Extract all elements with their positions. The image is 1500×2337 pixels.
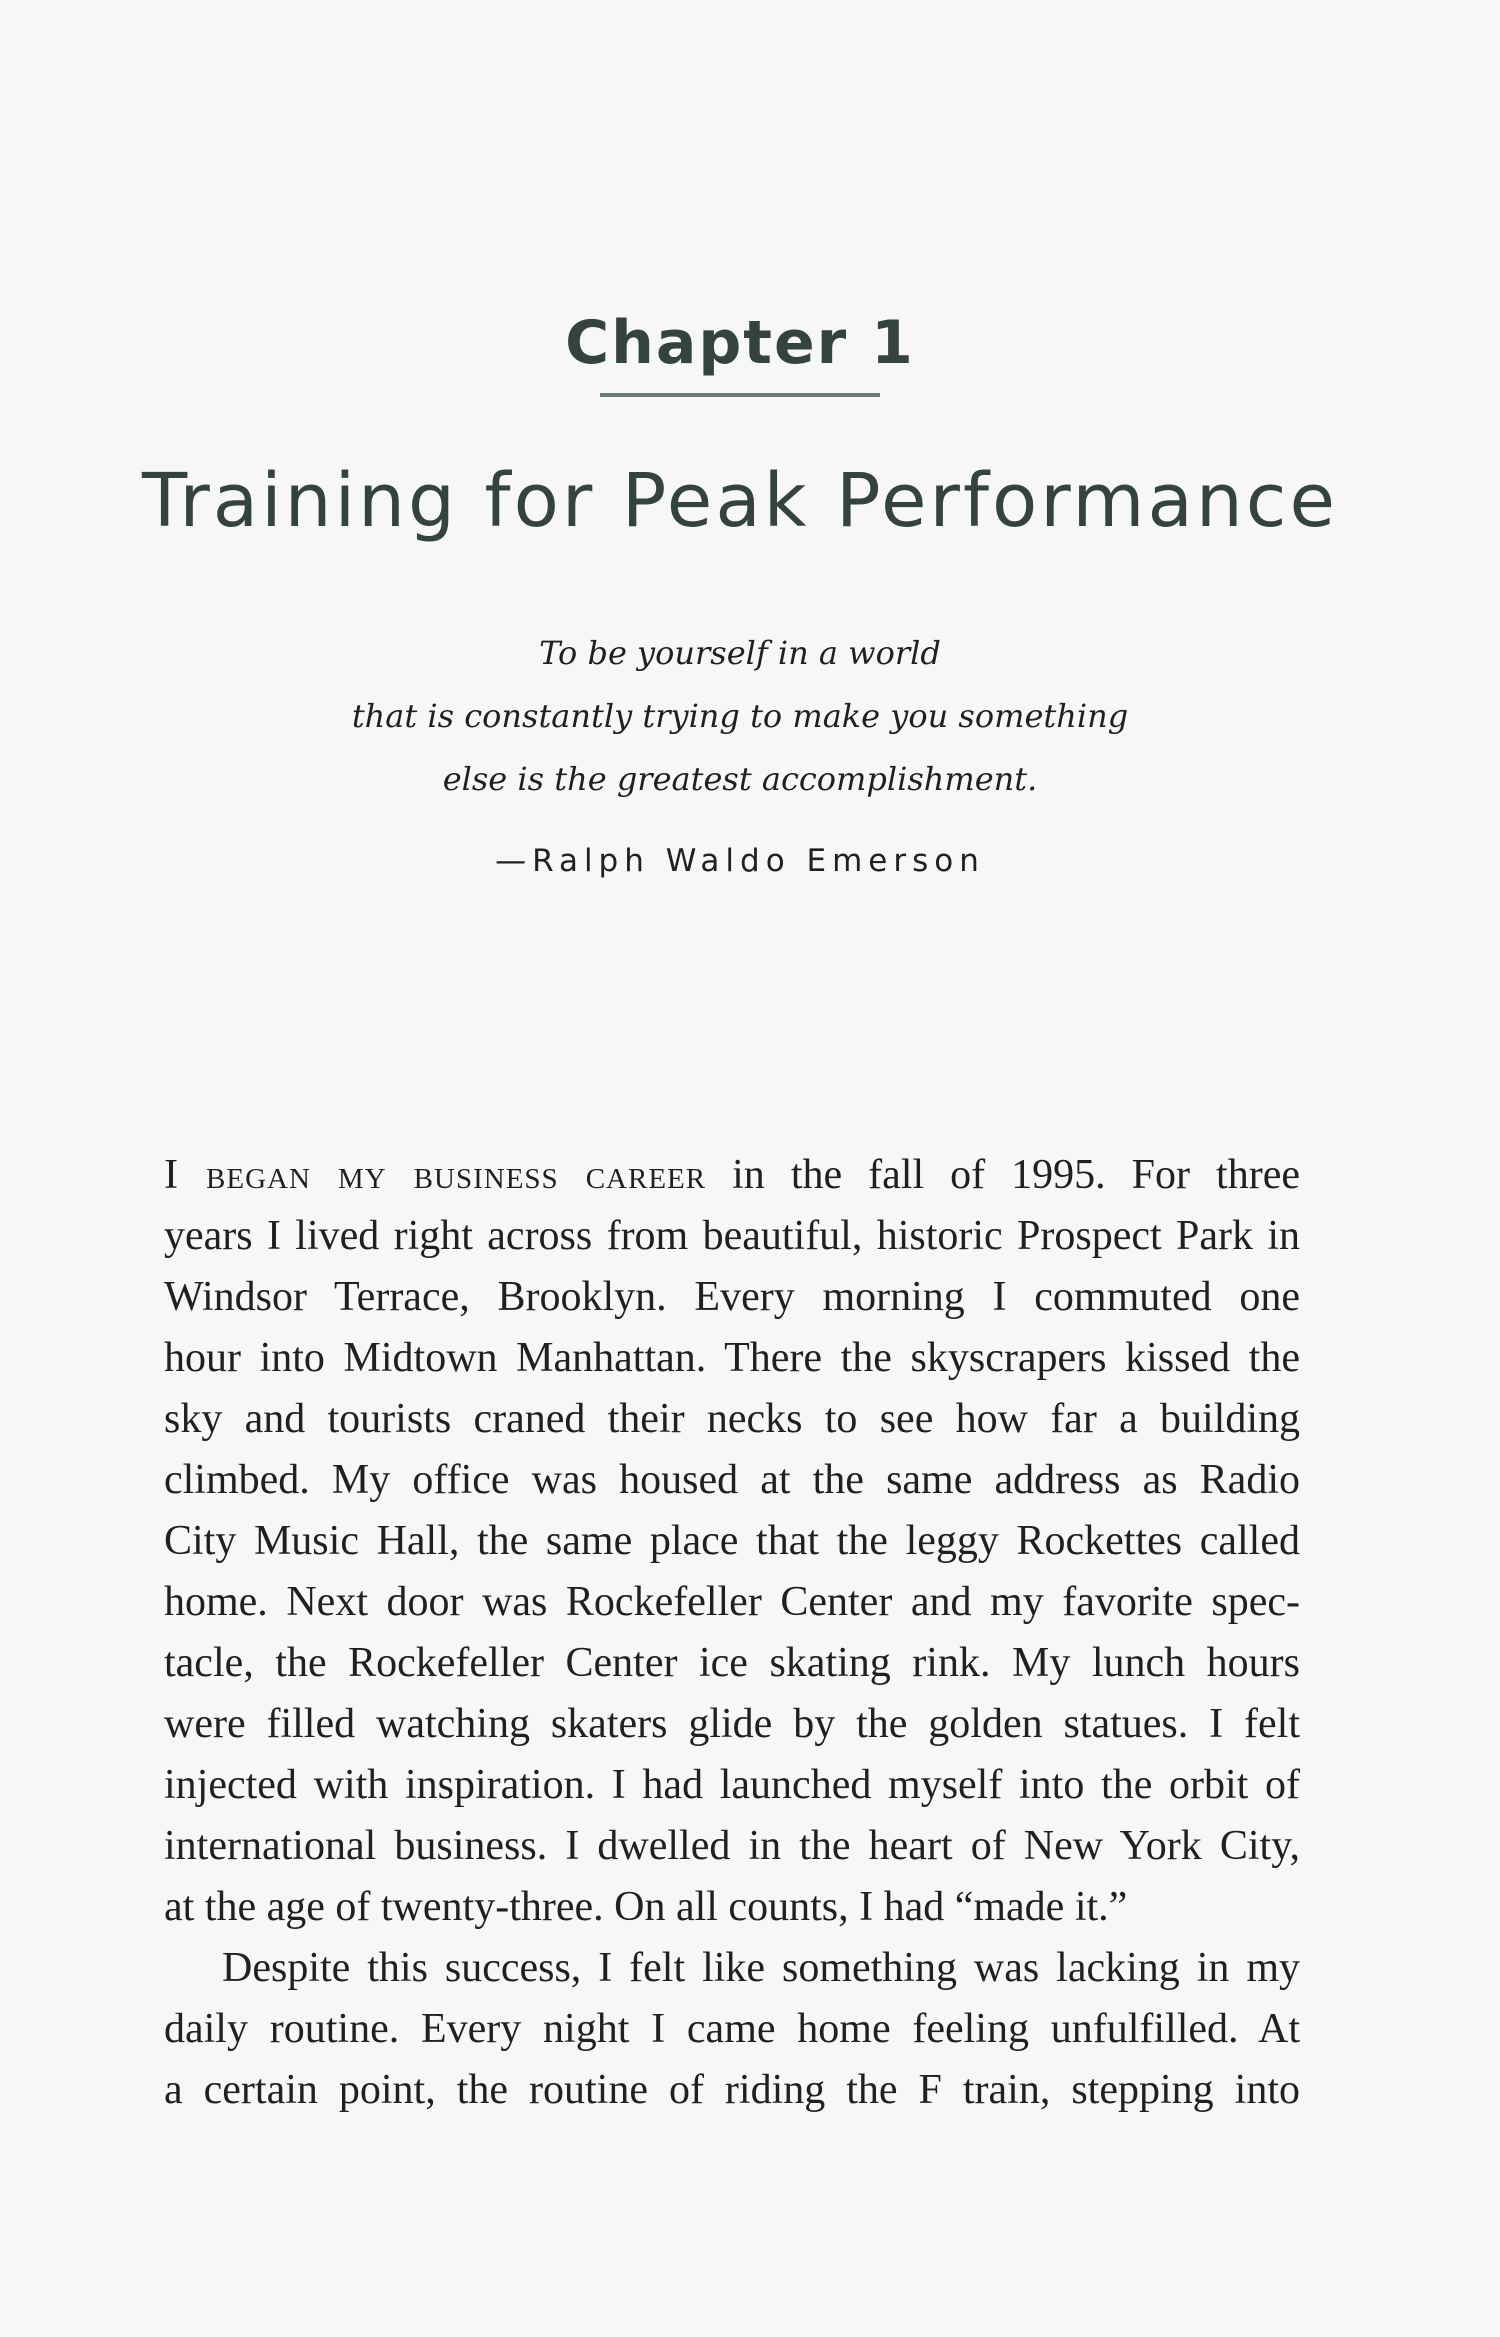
- body-line: years I lived right across from beautiful, historic Prospect Park in: [164, 1213, 1300, 1259]
- epigraph: [300, 622, 1180, 811]
- body-line: climbed. My office was housed at the same address as Radio: [164, 1457, 1300, 1503]
- body-line: hour into Midtown Manhattan. There the skyscrapers kissed the: [164, 1335, 1300, 1381]
- epigraph-line: that is constantly trying to make you something: [351, 697, 1129, 735]
- body-line: daily routine. Every night I came home feeling unfulfilled. At: [164, 2006, 1300, 2052]
- body-line: a certain point, the routine of riding the F train, stepping into: [164, 2067, 1300, 2113]
- lead-in-small-caps: I began my business career: [164, 1152, 707, 1198]
- chapter-title: Training for Peak Performance: [142, 458, 1338, 544]
- body-line: home. Next door was Rockefeller Center and my favorite spec-: [164, 1579, 1300, 1625]
- epigraph-line: else is the greatest accomplishment.: [442, 760, 1038, 798]
- body-line: at the age of twenty-three. On all counts, I had “made it.”: [164, 1884, 1128, 1930]
- chapter-underline: [600, 393, 880, 397]
- body-line: [164, 1145, 1300, 1206]
- body-line-text: in the fall of 1995. For three: [706, 1152, 1300, 1198]
- chapter-label: Chapter 1: [565, 308, 915, 378]
- body-line: City Music Hall, the same place that the leggy Rockettes called: [164, 1518, 1300, 1564]
- epigraph-line: To be yourself in a world: [539, 634, 941, 672]
- body-line: injected with inspiration. I had launched myself into the orbit of: [164, 1762, 1300, 1808]
- body-line: tacle, the Rockefeller Center ice skating rink. My lunch hours: [164, 1640, 1300, 1686]
- body-line: were filled watching skaters glide by the golden statues. I felt: [164, 1701, 1300, 1747]
- body-line: international business. I dwelled in the heart of New York City,: [164, 1823, 1300, 1869]
- body-line: Windsor Terrace, Brooklyn. Every morning I commuted one: [164, 1274, 1300, 1320]
- epigraph-attribution: —Ralph Waldo Emerson: [495, 843, 985, 879]
- body-line: sky and tourists craned their necks to see how far a building: [164, 1396, 1300, 1442]
- body-text: [164, 1145, 1300, 2121]
- body-line: Despite this success, I felt like something was lacking in my: [222, 1945, 1300, 1991]
